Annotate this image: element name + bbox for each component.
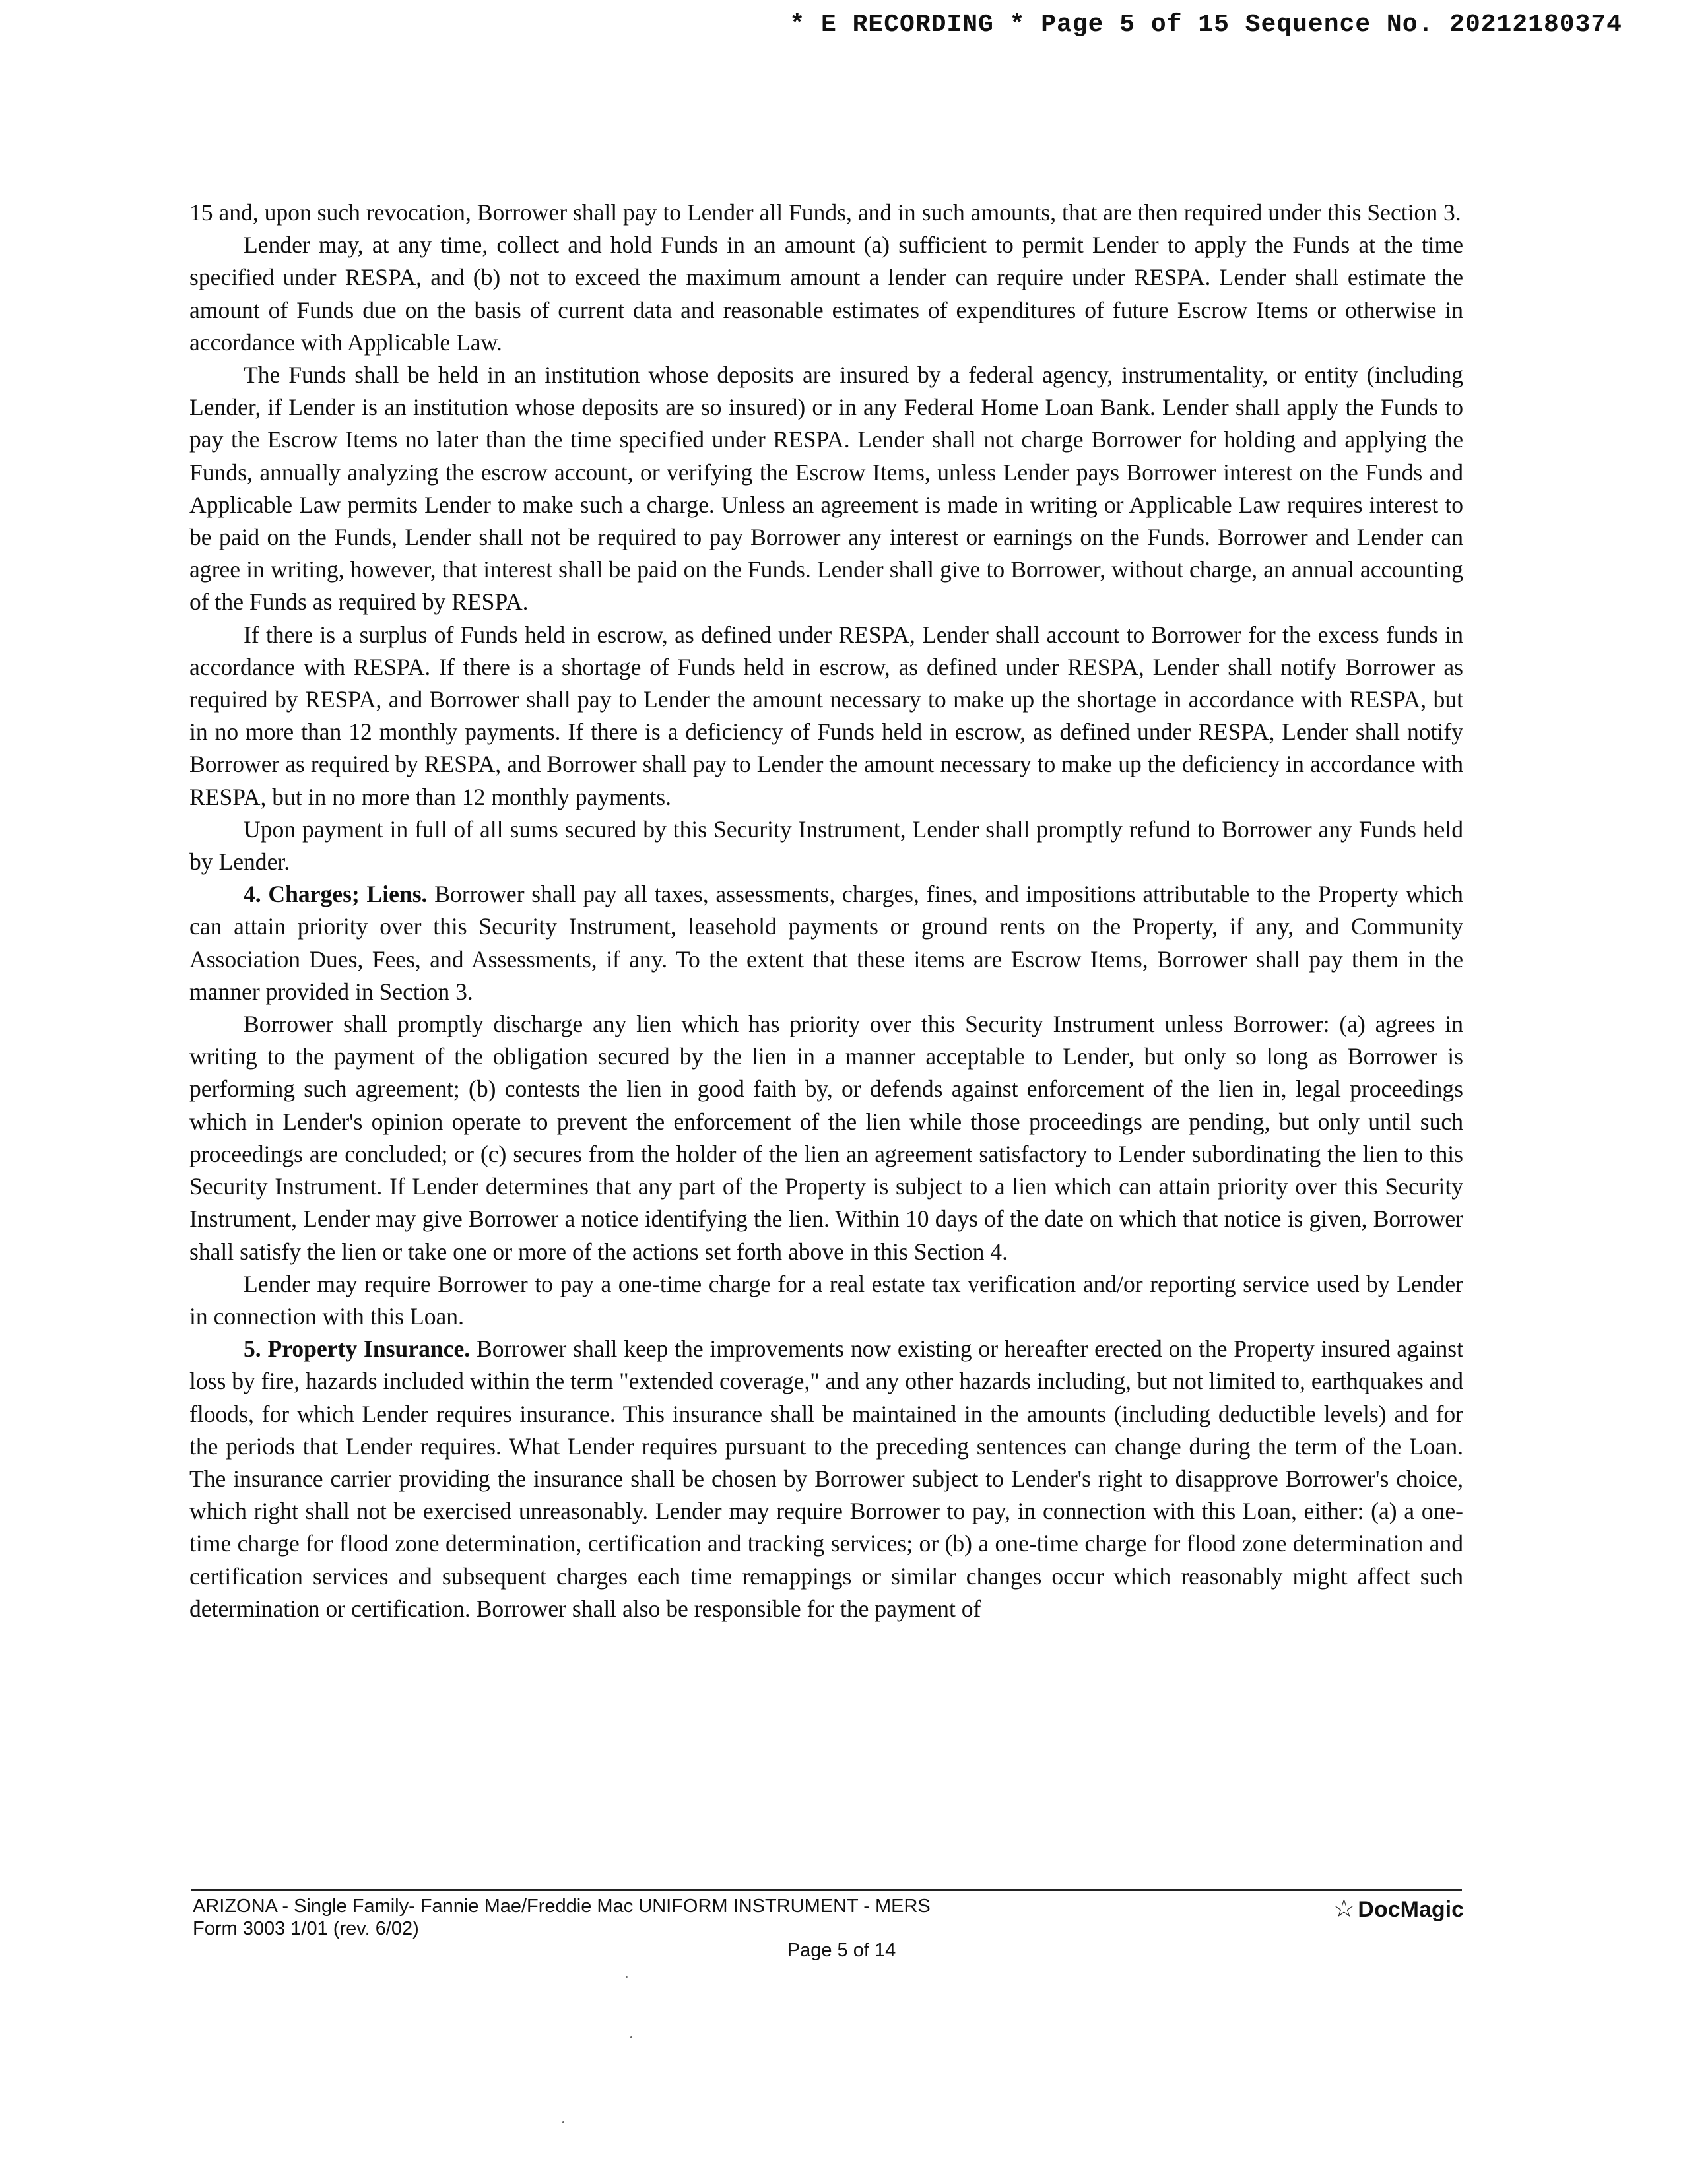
scan-speck <box>562 2121 564 2123</box>
logo-text: DocMagic <box>1358 1897 1464 1922</box>
recording-stamp: * E RECORDING * Page 5 of 15 Sequence No. 20212180374 <box>789 11 1622 39</box>
paragraph: Lender may, at any time, collect and hold Funds in an amount (a) sufficient to permit Lender to apply the Funds at the time specified under RESPA, and (b) not to exceed the maximum amount a lender can require under RESPA. Lender shall estimate the amount of Funds due on the basis of current data and reasonable estimates of expenditures of future Escrow Items or otherwise in accordance with Applicable Law. <box>189 232 1463 356</box>
paragraph: 15 and, upon such revocation, Borrower shall pay to Lender all Funds, and in such amounts, that are then required under this Section 3. <box>189 199 1461 226</box>
section-5-paragraph <box>189 1333 1463 1625</box>
form-identifier <box>193 1895 931 1940</box>
paragraph: Lender may require Borrower to pay a one-time charge for a real estate tax verification and/or reporting service used by Lender in connection with this Loan. <box>189 1270 1463 1330</box>
page-number: Page 5 of 14 <box>787 1940 896 1961</box>
section-5-text: Borrower shall keep the improvements now existing or hereafter erected on the Property insured against loss by fire, hazards included within the term "extended coverage," and any other hazards including, but not limited to, earthquakes and floods, for which Lender requires insurance. This insurance shall be maintained in the amounts (including deductible levels) and for the periods that Lender requires. What Lender requires pursuant to the preceding sentences can change during the term of the Loan. The insurance carrier providing the insurance shall be chosen by Borrower subject to Lender's right to disapprove Borrower's choice, which right shall not be exercised unreasonably. Lender may require Borrower to pay, in connection with this Loan, either: (a) a one-time charge for flood zone determination, certification and tracking services; or (b) a one-time charge for flood zone determination and certification services and subsequent charges each time remappings or similar changes occur which reasonably might affect such determination or certification. Borrower shall also be responsible for the payment of <box>189 1335 1464 1622</box>
form-title: ARIZONA - Single Family- Fannie Mae/Freddie Mac UNIFORM INSTRUMENT - MERS <box>193 1896 931 1917</box>
section-4-heading: 4. Charges; Liens. <box>244 881 428 908</box>
scan-speck <box>630 2036 632 2038</box>
section-4-text: Borrower shall pay all taxes, assessments, charges, fines, and impositions attributable to the Property which can attain priority over this Security Instrument, leasehold payments or ground rents on the Property, if any, and Community Association Dues, Fees, and Assessments, if any. To the extent that these items are Escrow Items, Borrower shall pay them in the manner provided in Section 3. <box>189 881 1463 1005</box>
scan-speck <box>626 1976 628 1978</box>
docmagic-logo <box>1333 1894 1464 1923</box>
star-outline-icon: ☆ <box>1333 1895 1356 1923</box>
paragraph: Borrower shall promptly discharge any lien which has priority over this Security Instrument unless Borrower: (a) agrees in writing to the payment of the obligation secured by the lien in a manner acceptable to Lender, but only so long as Borrower is performing such agreement; (b) contests the lien in good faith by, or defends against enforcement of the lien in, legal proceedings which in Lender's opinion operate to prevent the enforcement of the lien while those proceedings are pending, but only until such proceedings are concluded; or (c) secures from the holder of the lien an agreement satisfactory to Lender subordinating the lien to this Security Instrument. If Lender determines that any part of the Property is subject to a lien which can attain priority over this Security Instrument, Lender may give Borrower a notice identifying the lien. Within 10 days of the date on which that notice is given, Borrower shall satisfy the lien or take one or more of the actions set forth above in this Section 4. <box>189 1011 1463 1265</box>
footer-divider <box>191 1889 1462 1891</box>
document-body <box>189 197 1463 1625</box>
section-5-heading: 5. Property Insurance. <box>244 1335 471 1363</box>
paragraph: If there is a surplus of Funds held in escrow, as defined under RESPA, Lender shall account to Borrower for the excess funds in accordance with RESPA. If there is a shortage of Funds held in escrow, as defined under RESPA, Lender shall notify Borrower as required by RESPA, and Borrower shall pay to Lender the amount necessary to make up the shortage in accordance with RESPA, but in no more than 12 monthly payments. If there is a deficiency of Funds held in escrow, as defined under RESPA, Lender shall notify Borrower as required by RESPA, and Borrower shall pay to Lender the amount necessary to make up the deficiency in accordance with RESPA, but in no more than 12 monthly payments. <box>189 621 1463 810</box>
paragraph: The Funds shall be held in an institution whose deposits are insured by a federal agency, instrumentality, or entity (including Lender, if Lender is an institution whose deposits are so insured) or in any Federal Home Loan Bank. Lender shall apply the Funds to pay the Escrow Items no later than the time specified under RESPA. Lender shall not charge Borrower for holding and applying the Funds, annually analyzing the escrow account, or verifying the Escrow Items, unless Lender pays Borrower interest on the Funds and Applicable Law permits Lender to make such a charge. Unless an agreement is made in writing or Applicable Law requires interest to be paid on the Funds, Lender shall not be required to pay Borrower any interest or earnings on the Funds. Borrower and Lender can agree in writing, however, that interest shall be paid on the Funds. Lender shall give to Borrower, without charge, an annual accounting of the Funds as required by RESPA. <box>189 362 1463 616</box>
paragraph: Upon payment in full of all sums secured by this Security Instrument, Lender shall promptly refund to Borrower any Funds held by Lender. <box>189 816 1463 876</box>
form-number: Form 3003 1/01 (rev. 6/02) <box>193 1918 419 1939</box>
section-4-paragraph <box>189 878 1463 1008</box>
